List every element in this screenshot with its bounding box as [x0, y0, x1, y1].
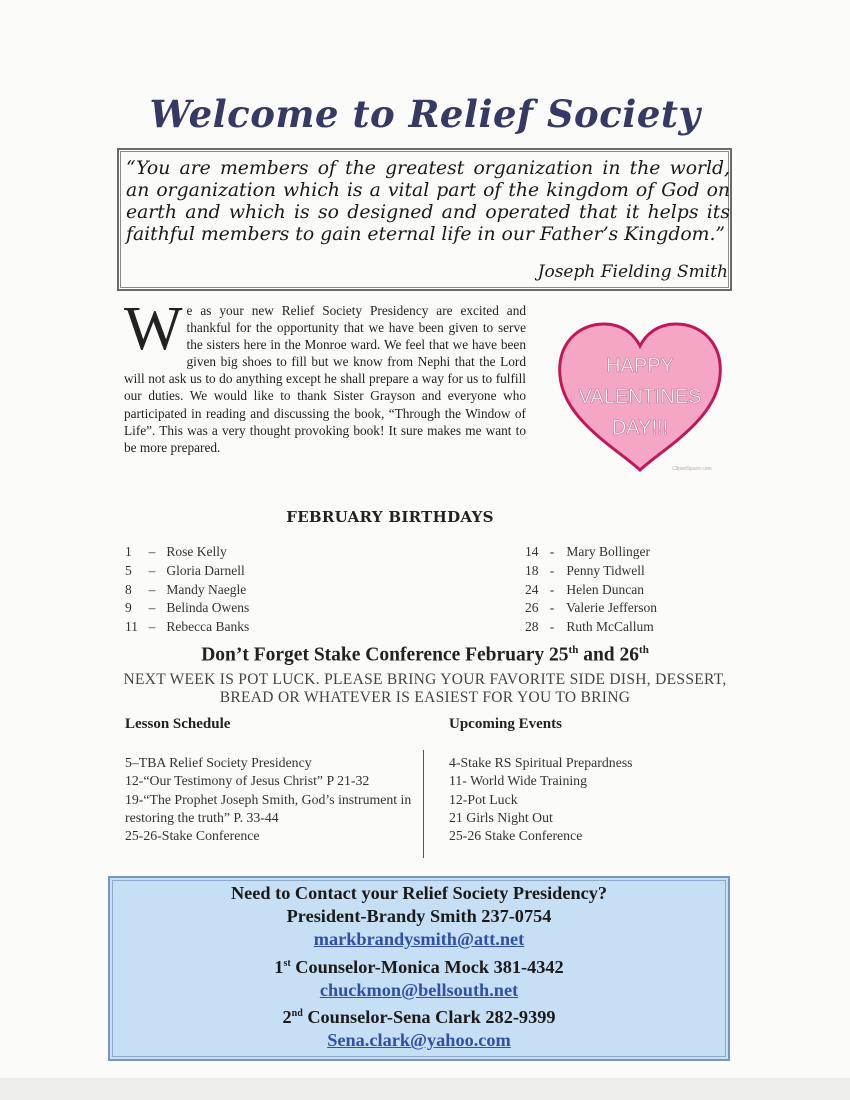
birthday-item: 14 - Mary Bollinger [525, 544, 650, 559]
birthdays-left-column [125, 543, 249, 637]
president-line: President-Brandy Smith 237-0754 [286, 906, 552, 927]
list-item: 12-“Our Testimony of Jesus Christ” P 21-32 [125, 773, 370, 789]
birthday-item: 8 – Mandy Naegle [125, 581, 247, 597]
list-item: 21 Girls Night Out [449, 809, 553, 825]
stake-conference-notice: Don’t Forget Stake Conference February 25th and 26th [201, 644, 649, 666]
birthday-item: 18 - Penny Tidwell [525, 562, 645, 578]
lesson-schedule-heading: Lesson Schedule [125, 716, 231, 732]
valentine-line-3: DAY!!! [611, 417, 669, 439]
birthday-item: 5 – Gloria Darnell [125, 562, 245, 578]
lesson-schedule-list [125, 754, 415, 845]
first-counselor-email-link[interactable]: chuckmon@bellsouth.net [319, 979, 519, 1000]
valentine-line-1: HAPPY [606, 355, 674, 377]
first-counselor-line: 1st Counselor-Monica Mock 381-4342 [274, 956, 564, 977]
scan-edge [0, 1078, 850, 1100]
drop-cap: W [124, 295, 183, 363]
birthday-item: 28 - Ruth McCallum [525, 619, 654, 635]
quote-author: Joseph Fielding Smith [537, 262, 728, 282]
list-item: 19-“The Prophet Joseph Smith, God’s instrument in restoring the truth” P. 33-44 [125, 791, 412, 825]
president-email-link[interactable]: markbrandysmith@att.net [313, 929, 525, 950]
list-item: 25-26-Stake Conference [125, 828, 260, 844]
upcoming-events-heading: Upcoming Events [449, 716, 562, 732]
contact-info [108, 882, 730, 1053]
valentine-heart-graphic [556, 320, 724, 475]
birthdays-title: FEBRUARY BIRTHDAYS [286, 508, 494, 526]
birthday-item: 9 – Belinda Owens [125, 600, 250, 616]
birthday-item: 1 – Rose Kelly [125, 544, 227, 559]
list-item: 4-Stake RS Spiritual Prepardness [449, 755, 633, 770]
birthday-item: 11 – Rebecca Banks [125, 619, 250, 635]
column-divider [423, 750, 424, 858]
second-counselor-line: 2nd Counselor-Sena Clark 282-9399 [282, 1007, 556, 1028]
intro-paragraph [124, 295, 526, 456]
upcoming-events-list [449, 754, 729, 845]
birthday-item: 26 - Valerie Jefferson [525, 600, 657, 616]
page-title: Welcome to Relief Society [149, 92, 701, 136]
contact-heading: Need to Contact your Relief Society Presidency? [230, 883, 608, 903]
list-item: 25-26 Stake Conference [449, 828, 583, 844]
list-item: 12-Pot Luck [449, 791, 518, 807]
list-item: 11- World Wide Training [449, 773, 587, 789]
list-item: 5–TBA Relief Society Presidency [125, 755, 312, 770]
birthdays-right-column [525, 543, 657, 637]
quote-text: “You are members of the greatest organization in the world, an organization which is a vital part of the kingdom of God on earth and which is so designed and operated that it helps its faithful members to gain eternal life in our Father’s Kingdom.” [126, 158, 730, 245]
birthday-item: 24 - Helen Duncan [525, 581, 644, 597]
intro-text: e as your new Relief Society Presidency are excited and thankful for the opportunity that we have been given to serve the sisters here in the Monroe ward. We feel that we have been given big shoes to fill but we know from Nephi that the Lord will not ask us to do anything except he shall prepare a way for us to fulfill our duties. We would like to thank Sister Grayson and everyone who participated in reading and discussing the book, “Through the Window of Life”. This was a very thought provoking book! It sure makes me want to be more prepared. [124, 303, 526, 455]
clipart-credit: ClipartSpace.com [672, 466, 712, 472]
valentine-line-2: VALENTINES [578, 386, 702, 408]
second-counselor-email-link[interactable]: Sena.clark@yahoo.com [327, 1030, 511, 1051]
potluck-notice: NEXT WEEK IS POT LUCK. PLEASE BRING YOUR FAVORITE SIDE DISH, DESSERT, BREAD OR WHATEVER IS EASIEST FOR YOU TO BRING [123, 671, 727, 706]
